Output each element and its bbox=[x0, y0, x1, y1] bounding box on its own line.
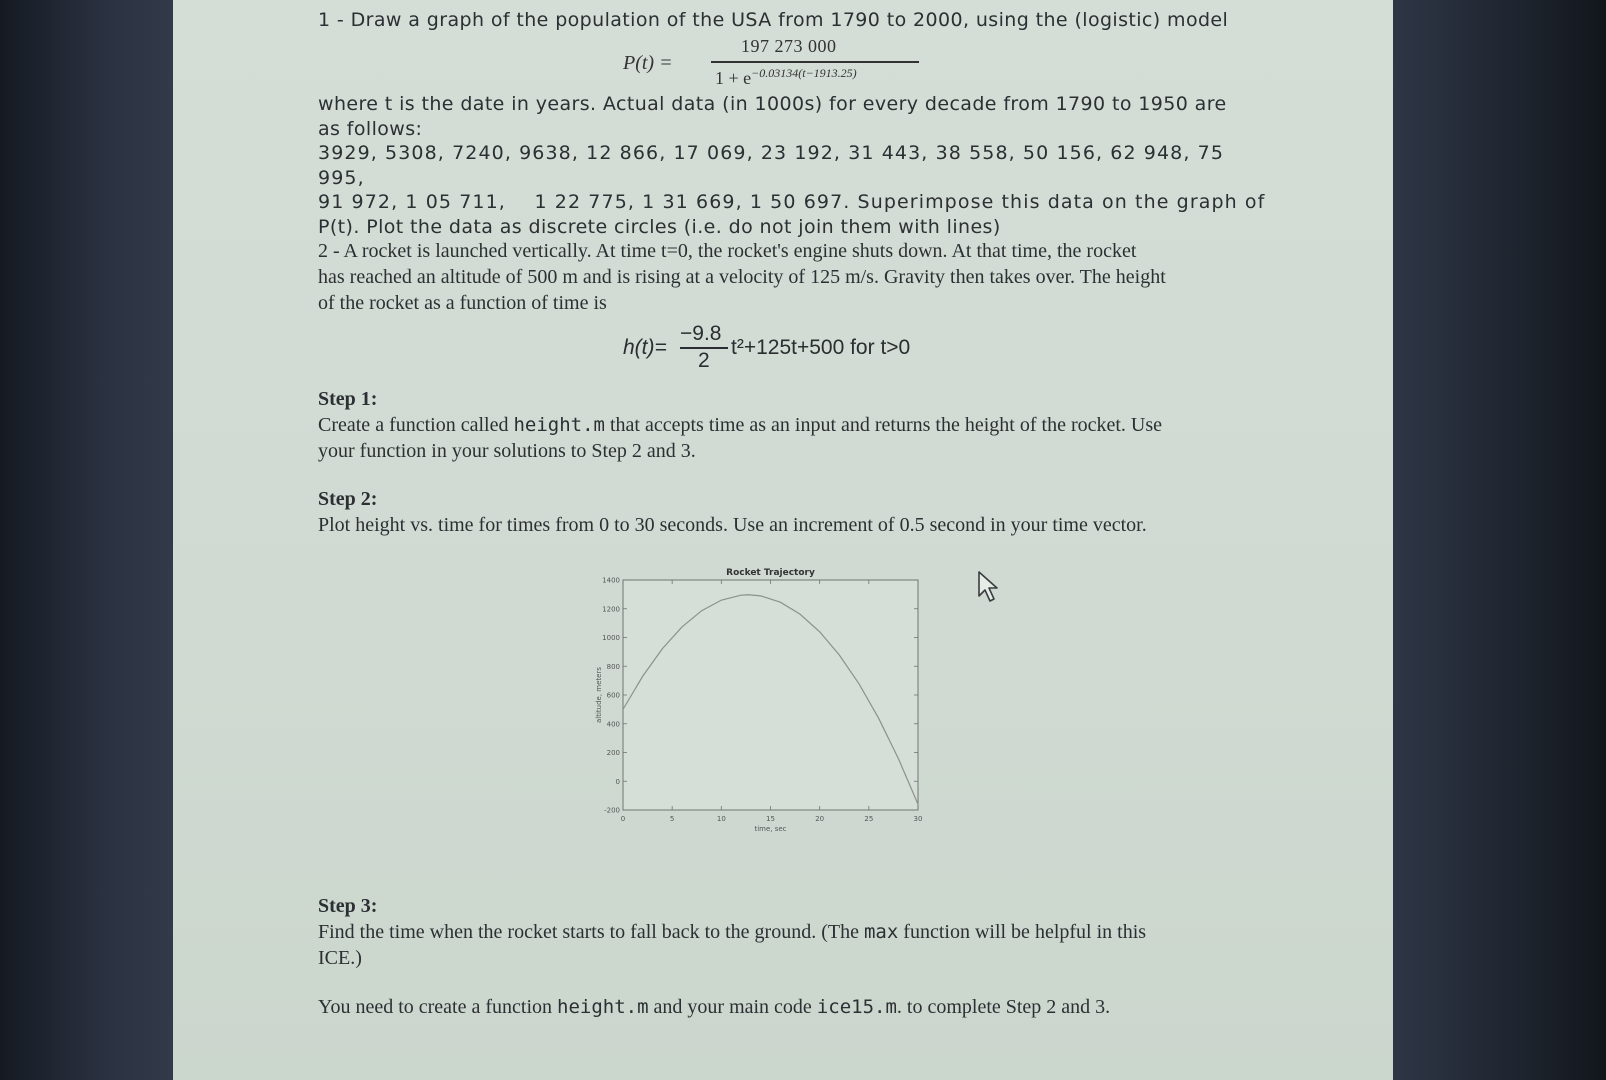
mouse-cursor-icon bbox=[975, 570, 1005, 604]
q2-paragraph bbox=[318, 238, 1248, 316]
step3-text: Find the time when the rocket starts to fall back to the ground. (The bbox=[318, 921, 864, 943]
height-formula-rhs: t²+125t+500 for t>0 bbox=[731, 336, 911, 359]
step3-text: function will be helpful in this bbox=[898, 921, 1147, 943]
q1-heading: 1 - Draw a graph of the population of the USA from 1790 to 2000, using the (logistic) model bbox=[318, 9, 1229, 31]
y-tick-label: 200 bbox=[606, 749, 620, 757]
q2-line: of the rocket as a function of time is bbox=[318, 292, 607, 314]
rocket-trajectory-chart bbox=[593, 560, 953, 860]
y-tick-label: 1200 bbox=[602, 605, 620, 614]
step1-title: Step 1: bbox=[318, 388, 378, 410]
q1-line: as follows: bbox=[318, 117, 423, 140]
y-tick-label: -200 bbox=[604, 806, 620, 815]
height-formula-lhs: h(t)= bbox=[623, 336, 667, 359]
y-axis-label: altitude, meters bbox=[595, 666, 603, 724]
formula-exponent: −0.03134(t−1913.25) bbox=[751, 66, 857, 80]
footer-text: . to complete Step 2 and 3. bbox=[896, 996, 1111, 1018]
step1 bbox=[318, 386, 1248, 464]
step2-title: Step 2: bbox=[318, 488, 378, 510]
step3-title: Step 3: bbox=[318, 895, 378, 917]
x-tick-label: 5 bbox=[669, 815, 675, 823]
q1-body bbox=[318, 92, 1266, 239]
step3-line: ICE.) bbox=[318, 947, 362, 969]
y-tick-label: 800 bbox=[606, 662, 620, 671]
y-tick-label: 400 bbox=[606, 720, 620, 729]
y-tick-label: 0 bbox=[615, 777, 620, 786]
step1-line bbox=[318, 412, 1248, 438]
footer-code-ice15: ice15.m bbox=[816, 996, 897, 1018]
q1-data-line: 91 972, 1 05 711, 1 22 775, 1 31 669, 1 50 697. Superimpose this data on the graph of bbox=[318, 191, 1266, 213]
footer-code-height: height.m bbox=[557, 996, 649, 1018]
y-tick-label: 1400 bbox=[602, 576, 620, 585]
q1-line: where t is the date in years. Actual data (in 1000s) for every decade from 1790 to 1950 are bbox=[318, 93, 1227, 115]
document-page bbox=[173, 0, 1393, 1080]
step1-line: your function in your solutions to Step 2 and 3. bbox=[318, 440, 696, 462]
chart-title: Rocket Trajectory bbox=[726, 568, 815, 578]
formula-lhs: P(t) = bbox=[623, 52, 673, 74]
x-tick-label: 25 bbox=[864, 815, 874, 823]
x-tick-label: 15 bbox=[766, 815, 775, 823]
height-formula-numerator: −9.8 bbox=[680, 322, 722, 345]
q2-line: 2 - A rocket is launched vertically. At time t=0, the rocket's engine shuts down. At that time, the rocket bbox=[318, 240, 1137, 262]
step3 bbox=[318, 893, 1248, 971]
q2-line: has reached an altitude of 500 m and is rising at a velocity of 125 m/s. Gravity then takes over. The height bbox=[318, 266, 1166, 288]
height-formula bbox=[623, 322, 953, 374]
x-tick-label: 0 bbox=[620, 815, 626, 823]
step1-code: height.m bbox=[513, 414, 605, 436]
formula-numerator: 197 273 000 bbox=[741, 36, 837, 56]
footer-text: and your main code bbox=[648, 996, 817, 1018]
q1-line: P(t). Plot the data as discrete circles (i.e. do not join them with lines) bbox=[318, 215, 1001, 238]
x-tick-label: 10 bbox=[716, 815, 726, 823]
formula-denominator-base: 1 + e bbox=[715, 68, 752, 88]
footer-text: You need to create a function bbox=[318, 996, 558, 1018]
step3-code: max bbox=[863, 921, 899, 943]
x-tick-label: 30 bbox=[913, 815, 923, 823]
height-formula-denominator: 2 bbox=[698, 349, 710, 372]
step3-line bbox=[318, 919, 1248, 945]
step1-text: that accepts time as an input and returns the height of the rocket. Use bbox=[604, 414, 1163, 436]
x-axis-label: time, sec bbox=[754, 825, 787, 833]
footer-line bbox=[318, 994, 1248, 1020]
step2 bbox=[318, 486, 1248, 538]
x-tick-label: 20 bbox=[815, 815, 825, 823]
y-tick-label: 600 bbox=[606, 691, 620, 700]
monitor-bezel-left bbox=[0, 0, 173, 1080]
monitor-bezel-right bbox=[1393, 0, 1606, 1080]
q1-data-line: 3929, 5308, 7240, 9638, 12 866, 17 069, 23 192, 31 443, 38 558, 50 156, 62 948, 75 995, bbox=[318, 142, 1225, 189]
step1-text: Create a function called bbox=[318, 414, 514, 436]
fraction-bar bbox=[711, 61, 919, 63]
formula-denominator bbox=[715, 66, 857, 89]
logistic-formula bbox=[623, 36, 923, 92]
footer-note bbox=[318, 994, 1248, 1020]
y-tick-label: 1000 bbox=[602, 634, 620, 642]
plot-area bbox=[623, 580, 918, 810]
step2-text: Plot height vs. time for times from 0 to 30 seconds. Use an increment of 0.5 second in your time vector. bbox=[318, 514, 1147, 536]
